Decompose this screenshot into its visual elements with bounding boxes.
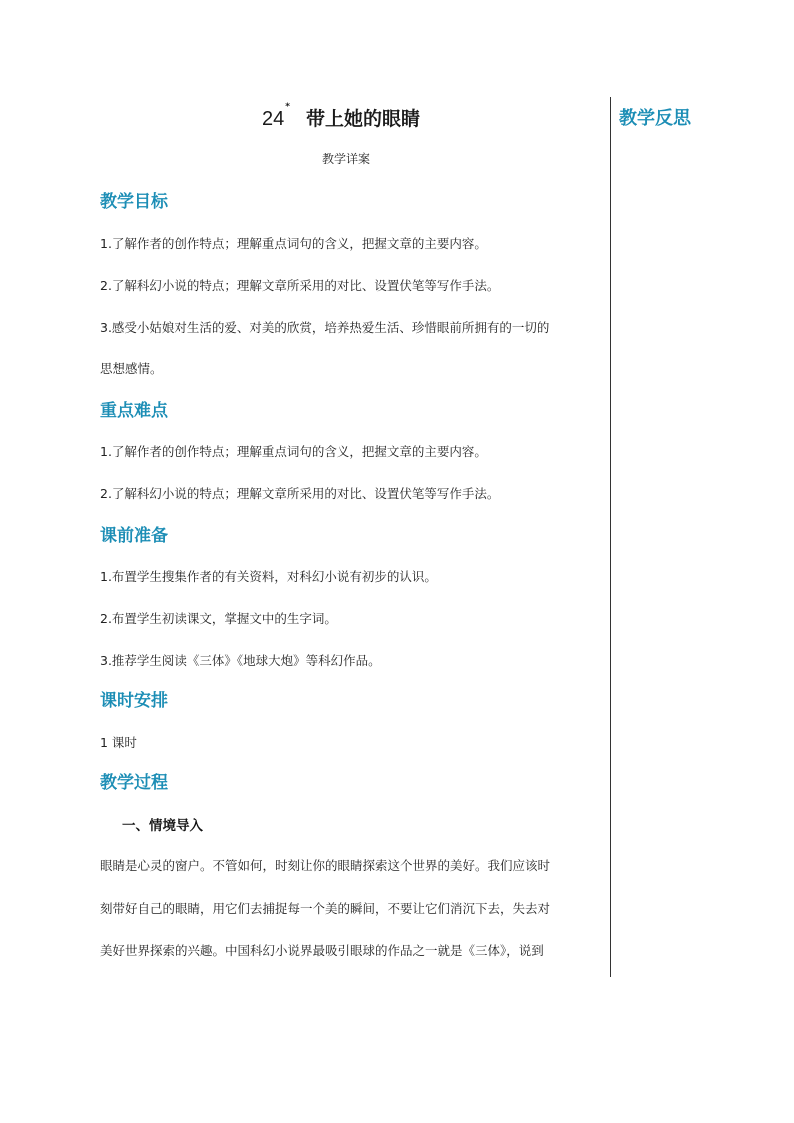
heading-key-points: 重点难点 <box>100 401 168 421</box>
preparation-item-2: 2.布置学生初读课文，掌握文中的生字词。 <box>100 611 337 626</box>
heading-schedule: 课时安排 <box>100 691 168 711</box>
key-point-1: 1.了解作者的创作特点；理解重点词句的含义，把握文章的主要内容。 <box>100 444 487 459</box>
lesson-subtitle: 教学详案 <box>322 152 371 166</box>
column-divider <box>610 97 611 977</box>
key-point-2: 2.了解科幻小说的特点；理解文章所采用的对比、设置伏笔等写作手法。 <box>100 486 500 501</box>
process-paragraph-line-2: 刻带好自己的眼睛，用它们去捕捉每一个美的瞬间，不要让它们消沉下去，失去对 <box>100 901 551 916</box>
goal-item-2: 2.了解科幻小说的特点；理解文章所采用的对比、设置伏笔等写作手法。 <box>100 278 500 293</box>
schedule-text: 1 课时 <box>100 735 137 750</box>
preparation-item-1: 1.布置学生搜集作者的有关资料，对科幻小说有初步的认识。 <box>100 569 437 584</box>
preparation-item-3: 3.推荐学生阅读《三体》《地球大炮》等科幻作品。 <box>100 653 381 668</box>
goal-item-3-continued: 思想感情。 <box>100 361 163 376</box>
heading-preparation: 课前准备 <box>100 526 168 546</box>
goal-item-3: 3.感受小姑娘对生活的爱、对美的欣赏，培养热爱生活、珍惜眼前所拥有的一切的 <box>100 320 550 335</box>
process-paragraph-line-1: 眼睛是心灵的窗户。不管如何，时刻让你的眼睛探索这个世界的美好。我们应该时 <box>100 858 551 873</box>
goal-item-1: 1.了解作者的创作特点；理解重点词句的含义，把握文章的主要内容。 <box>100 236 487 251</box>
lesson-name: 带上她的眼睛 <box>305 108 420 130</box>
heading-process: 教学过程 <box>100 773 168 793</box>
lesson-title <box>262 104 420 131</box>
lesson-number: 24 <box>262 108 285 130</box>
reflection-column-title: 教学反思 <box>619 108 691 129</box>
process-step-1-title: 一、情境导入 <box>122 818 203 834</box>
lesson-mark: * <box>285 102 290 112</box>
process-paragraph-line-3: 美好世界探索的兴趣。中国科幻小说界最吸引眼球的作品之一就是《三体》，说到 <box>100 943 544 958</box>
heading-goals: 教学目标 <box>100 192 168 212</box>
